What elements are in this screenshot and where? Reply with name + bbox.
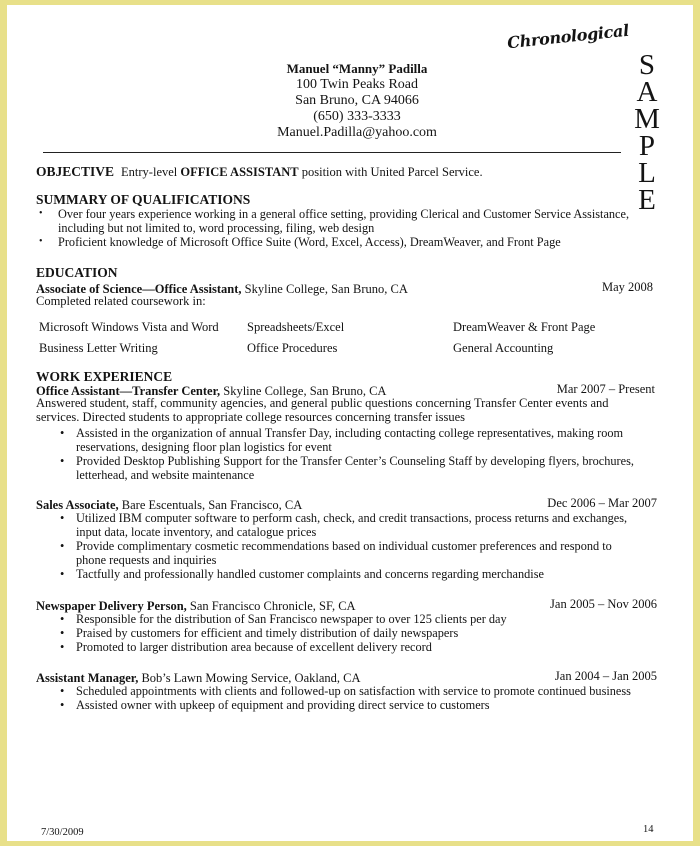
bullet-icon: • xyxy=(60,698,65,712)
bullet-icon: • xyxy=(60,567,65,581)
bullet-icon: • xyxy=(39,208,43,219)
job-description: Answered student, staff, community agencies, and general public questions concerning Transfer Center events and services. Directed students to appropriate college resources concerning transfer issues xyxy=(36,396,609,424)
job-title: Office Assistant—Transfer Center, xyxy=(36,384,221,398)
school-name: Skyline College, San Bruno, CA xyxy=(241,282,408,296)
bullet-icon: • xyxy=(60,612,65,626)
sample-letter: S xyxy=(638,49,656,81)
job-employer: San Francisco Chronicle, SF, CA xyxy=(186,599,356,613)
chronological-badge: Chronological xyxy=(506,20,630,53)
bullet-icon: • xyxy=(60,511,65,525)
resume-page xyxy=(7,5,693,841)
page-number: 14 xyxy=(643,824,654,835)
job-employer: Bare Escentuals, San Francisco, CA xyxy=(118,498,303,512)
list-item: reservations, designing floor plan logistics for event xyxy=(76,440,332,454)
bullet-icon: • xyxy=(60,426,65,440)
list-item: • Provide complimentary cosmetic recommendations based on individual customer preferences and respond to xyxy=(60,539,612,553)
sample-letter: M xyxy=(634,103,660,135)
list-item: letterhead, and website maintenance xyxy=(76,468,255,482)
list-item: including but not limited to, word processing, filing, web design xyxy=(58,221,375,235)
bullet-icon: • xyxy=(60,454,65,468)
summary-heading: SUMMARY OF QUALIFICATIONS xyxy=(36,192,251,207)
course-item: Microsoft Windows Vista and Word xyxy=(39,320,219,334)
job-employer: Bob’s Lawn Mowing Service, Oakland, CA xyxy=(138,671,361,685)
list-item: • Assisted in the organization of annual Transfer Day, including contacting college representatives, making room xyxy=(60,426,624,440)
job-bullets xyxy=(36,612,507,654)
job-title: Assistant Manager, xyxy=(36,671,139,685)
list-item: • Tactfully and professionally handled customer complaints and concerns regarding merchandise xyxy=(60,567,544,581)
course-item: DreamWeaver & Front Page xyxy=(453,320,596,334)
list-item: input data, locate inventory, and catalogue prices xyxy=(76,525,317,539)
header-divider xyxy=(43,152,621,153)
objective-heading: OBJECTIVE xyxy=(36,164,115,179)
list-item: • Promoted to larger distribution area because of excellent delivery record xyxy=(60,640,432,654)
bullet-icon: • xyxy=(60,640,65,654)
job-title: Sales Associate, xyxy=(36,498,119,512)
job-employer: Skyline College, San Bruno, CA xyxy=(220,384,387,398)
applicant-name: Manuel “Manny” Padilla xyxy=(286,61,428,76)
education-heading: EDUCATION xyxy=(36,265,118,280)
footer-date: 7/30/2009 xyxy=(41,827,84,838)
bullet-icon: • xyxy=(60,626,65,640)
job-bullets xyxy=(36,426,634,482)
phone-number: (650) 333-3333 xyxy=(313,109,401,124)
list-item: • Provided Desktop Publishing Support for the Transfer Center’s Counseling Staff by developing flyers, brochures, xyxy=(60,454,634,468)
objective-text-pre: Entry-level xyxy=(121,165,181,179)
job-dates: Mar 2007 – Present xyxy=(556,382,655,396)
degree-title: Associate of Science—Office Assistant, xyxy=(36,282,242,296)
sample-letter: L xyxy=(638,157,656,189)
bullet-icon: • xyxy=(60,539,65,553)
list-item: • Over four years experience working in a general office setting, providing Clerical and Customer Service Assistance, xyxy=(39,207,630,221)
coursework-note: Completed related coursework in: xyxy=(36,294,206,308)
list-item: • Proficient knowledge of Microsoft Office Suite (Word, Excel, Access), DreamWeaver, and Front Page xyxy=(39,235,561,249)
course-item: Spreadsheets/Excel xyxy=(247,320,345,334)
degree-date: May 2008 xyxy=(601,280,653,294)
sample-letter: E xyxy=(638,184,656,216)
list-item: • Responsible for the distribution of San Francisco newspaper to over 125 clients per day xyxy=(60,612,507,626)
list-item: • Assisted owner with upkeep of equipment and providing direct service to customers xyxy=(60,698,490,712)
job-dates: Jan 2005 – Nov 2006 xyxy=(550,597,657,611)
course-item: Office Procedures xyxy=(247,341,338,355)
list-item: phone requests and inquiries xyxy=(76,553,217,567)
objective-section xyxy=(36,163,483,181)
list-item: • Scheduled appointments with clients and followed-up on satisfaction with service to promote continued business xyxy=(60,684,631,698)
bullet-icon: • xyxy=(39,236,43,247)
email-address: Manuel.Padilla@yahoo.com xyxy=(277,125,437,140)
job-title: Newspaper Delivery Person, xyxy=(36,599,187,613)
sample-watermark xyxy=(627,49,667,216)
objective-position: OFFICE ASSISTANT xyxy=(180,165,299,179)
list-item: • Praised by customers for efficient and timely distribution of daily newspapers xyxy=(60,626,459,640)
course-item: Business Letter Writing xyxy=(39,341,158,355)
sample-letter: A xyxy=(636,76,658,108)
job-dates: Jan 2004 – Jan 2005 xyxy=(554,669,657,683)
objective-text-post: position with United Parcel Service. xyxy=(298,165,483,179)
job-bullets xyxy=(36,511,627,581)
course-item: General Accounting xyxy=(453,341,554,355)
list-item: • Utilized IBM computer software to perform cash, check, and credit transactions, process returns and exchanges, xyxy=(60,511,628,525)
address-line-2: San Bruno, CA 94066 xyxy=(295,93,419,108)
address-line-1: 100 Twin Peaks Road xyxy=(295,77,419,92)
job-dates: Dec 2006 – Mar 2007 xyxy=(547,496,657,510)
summary-list xyxy=(36,207,629,249)
work-heading: WORK EXPERIENCE xyxy=(36,369,173,384)
contact-header xyxy=(227,60,487,141)
job-bullets xyxy=(36,684,631,712)
sample-letter: P xyxy=(638,130,656,162)
bullet-icon: • xyxy=(60,684,65,698)
